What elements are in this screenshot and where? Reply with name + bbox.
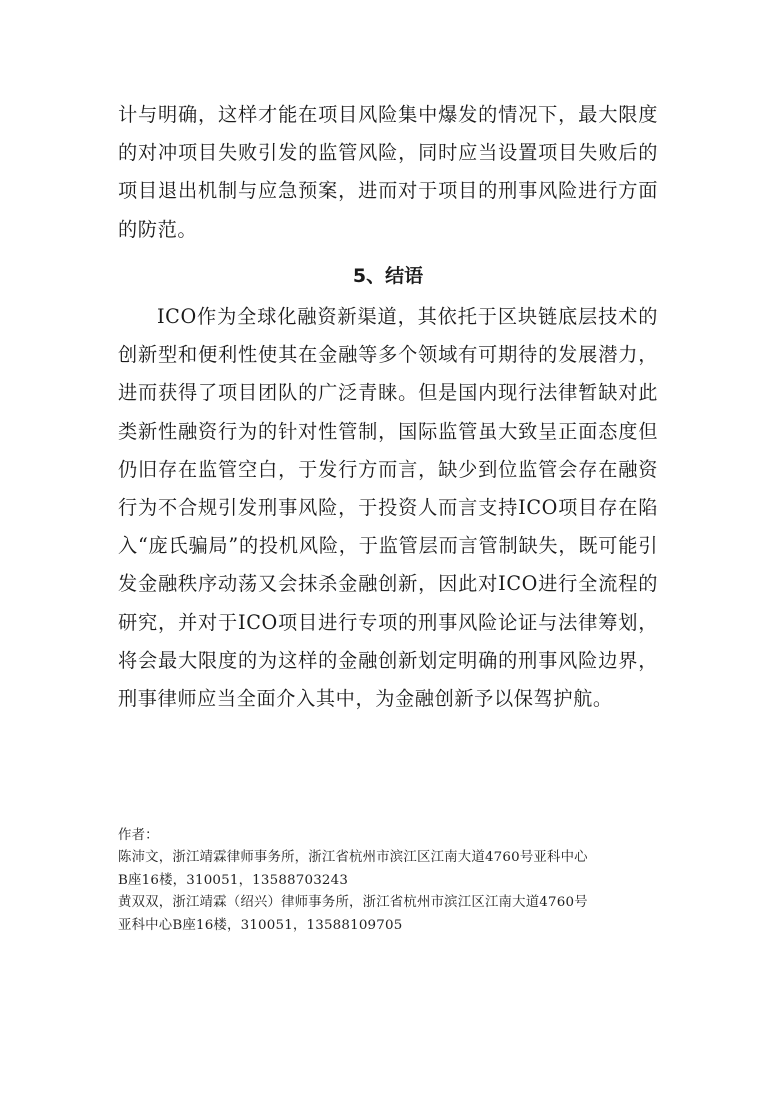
author-label: 作者：: [118, 828, 159, 843]
section-heading-conclusion: 5、结语: [352, 265, 424, 287]
author-line: B座16楼，310051，13588703243: [118, 872, 349, 888]
body-paragraph-conclusion: ICO作为全球化融资新渠道，其依托于区块链底层技术的创新型和便利性使其在金融等多个领域有可期待的发展潜力，进而获得了项目团队的广泛青睐。但是国内现行法律暂缺对此类新性融资行为的针对性管制，国际监管虽大致呈正面态度但仍旧存在监管空白，于发行方而言，缺少到位监管会存在融资行为不合规引发刑事风险，于投资人而言支持ICO项目存在陷入“庞氏骗局”的投机风险，于监管层而言管制缺失，既可能引发金融秩序动荡又会抹杀金融创新，因此对ICO进行全流程的研究，并对于ICO项目进行专项的刑事风险论证与法律筹划，将会最大限度的为这样的金融创新划定明确的刑事风险边界，刑事律师应当全面介入其中，为金融创新予以保驾护航。: [118, 305, 658, 711]
body-paragraph-continued: 计与明确，这样才能在项目风险集中爆发的情况下，最大限度的对冲项目失败引发的监管风险，同时应当设置项目失败后的项目退出机制与应急预案，进而对于项目的刑事风险进行方面的防范。: [118, 103, 658, 241]
author-line: 亚科中心B座16楼，310051，13588109705: [118, 917, 403, 933]
author-info: [118, 825, 663, 937]
author-line: 陈沛文，浙江靖霖律师事务所，浙江省杭州市滨江区江南大道4760号亚科中心: [118, 850, 588, 866]
author-line: 黄双双，浙江靖霖（绍兴）律师事务所，浙江省杭州市滨江区江南大道4760号: [118, 895, 588, 911]
